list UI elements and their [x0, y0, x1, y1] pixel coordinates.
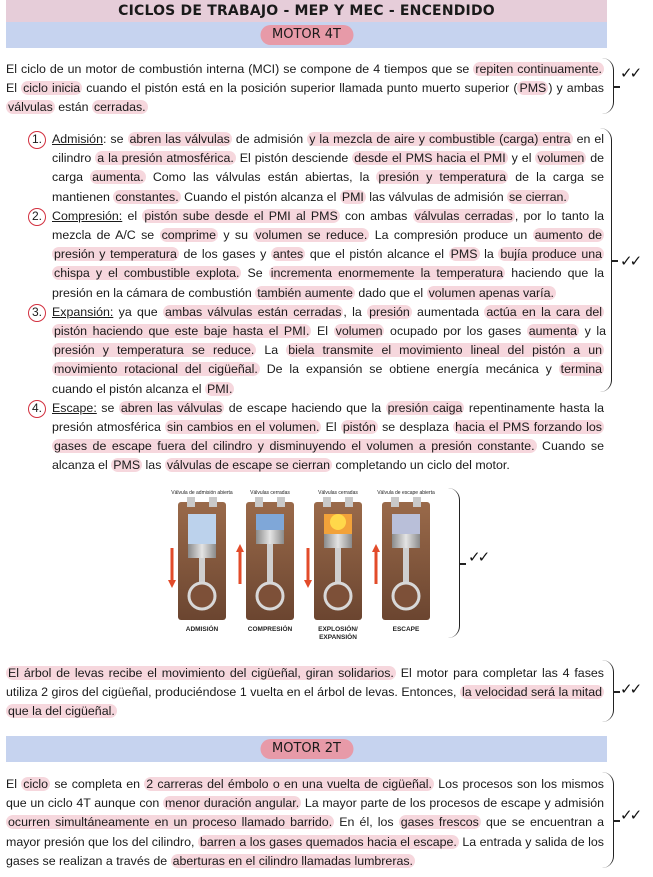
step-term: Compresión: — [52, 208, 123, 223]
section-header-2t — [6, 736, 607, 762]
section-label-4t: MOTOR 4T — [260, 25, 353, 45]
highlighted-text: 2 carreras del émbolo o en una vuelta de cigüeñal. — [146, 777, 432, 791]
body-text: se — [96, 400, 119, 415]
check-mark-icon: ✓✓ — [468, 548, 488, 566]
engine-stage-exhaust — [372, 497, 430, 620]
highlighted-text: válvulas de escape se cierran — [166, 458, 331, 473]
check-mark-icon: ✓✓ — [620, 680, 640, 698]
body-text: ) y ambas — [548, 81, 604, 96]
body-text: , la — [343, 304, 368, 319]
body-text: De la expansión se obtiene energía mecánica y — [259, 362, 559, 377]
brace-2t — [600, 772, 614, 868]
highlighted-text: repiten continuamente. — [475, 62, 602, 76]
body-text: dado que el — [354, 285, 427, 300]
step-text — [52, 305, 606, 396]
highlighted-text: hacia el PMS forzando los gases de escape fuera del cilindro y disminuyendo el volumen a presión constante. — [54, 420, 602, 454]
check-mark-icon: ✓✓ — [620, 64, 640, 82]
body-text: El — [321, 420, 341, 435]
body-text: El — [6, 777, 22, 791]
brace-figure — [446, 488, 460, 638]
body-text: Cuando se alcanza el — [52, 439, 604, 473]
page-title: CICLOS DE TRABAJO - MEP Y MEC - ENCENDIDO — [6, 0, 607, 22]
highlighted-text: ocurren simultáneamente en un proceso llamado barrido. — [8, 815, 333, 830]
step-text — [52, 209, 604, 300]
body-text: de la carga se mantienen — [52, 170, 605, 204]
body-text: La — [256, 343, 287, 358]
highlighted-text: incrementa enormemente la temperatura — [270, 266, 504, 281]
valve-label: Válvula de escape abierta — [377, 490, 435, 496]
highlighted-text: presión y temperatura se reduce. — [54, 343, 255, 358]
highlighted-text: ciclo — [23, 777, 49, 791]
highlighted-text: volumen se reduce. — [255, 228, 368, 243]
highlighted-text: termina — [560, 362, 602, 377]
highlighted-text: ciclo inicia — [23, 81, 81, 96]
step-text — [52, 132, 604, 204]
step-number-circle: 4. — [28, 400, 46, 418]
body-text: El — [6, 81, 22, 96]
body-text: ya que — [113, 304, 163, 319]
body-text: completando un ciclo del motor. — [332, 458, 510, 473]
body-text: de carga — [52, 151, 605, 185]
highlighted-text: abren las válvulas — [120, 400, 223, 415]
highlighted-text: a la presión atmosférica. — [97, 151, 234, 166]
strokes-list — [28, 130, 607, 476]
highlighted-text: y la mezcla de aire y combustible (carga) entra — [309, 132, 571, 146]
intro-paragraph — [6, 60, 604, 118]
body-text: En él, los — [334, 815, 399, 830]
brace-intro — [600, 58, 614, 114]
list-item-expansion — [28, 303, 607, 399]
highlighted-text: PMI. — [206, 381, 233, 396]
body-text: haciendo que la presión en la cámara de combustión — [52, 266, 604, 300]
stroke-label: ESCAPE — [392, 626, 420, 633]
highlighted-text: desde el PMS hacia el PMI — [354, 151, 506, 166]
body-text: Cuando el pistón alcanza el — [180, 189, 340, 204]
engine-stage-explosion — [304, 497, 362, 620]
highlighted-text: volumen apenas varía. — [428, 285, 554, 300]
highlighted-text: PMS — [113, 458, 141, 473]
highlighted-text: válvulas cerradas — [414, 208, 513, 223]
body-text: La compresión produce un — [369, 228, 533, 243]
highlighted-text: sin cambios en el volumen. — [167, 420, 320, 435]
check-mark-icon: ✓✓ — [620, 252, 640, 270]
body-text: aumentada — [411, 304, 485, 319]
highlighted-text: la velocidad será la mitad que la del cigüeñal. — [8, 685, 603, 719]
highlighted-text: gases frescos — [400, 815, 479, 830]
highlighted-text: menor duración angular. — [165, 796, 300, 811]
highlighted-text: cerradas. — [93, 100, 146, 115]
valve-label: Válvulas cerradas — [318, 490, 358, 496]
body-text: la — [479, 247, 499, 262]
body-text: : se — [102, 132, 128, 146]
engine-stage-intake — [168, 497, 226, 620]
body-text: El ciclo de un motor de combustión interna (MCI) se compone de 4 tiempos que se — [6, 62, 474, 76]
body-text: en el cilindro — [52, 132, 605, 166]
body-text: de los gases y — [178, 247, 271, 262]
brace-strokes — [598, 128, 612, 392]
highlighted-text: pistón — [342, 420, 376, 435]
list-item-compresion — [28, 207, 604, 303]
step-term: Admisión — [52, 132, 103, 146]
highlighted-text: aumenta — [528, 324, 577, 339]
body-text: y su — [217, 228, 254, 243]
section-label-2t: MOTOR 2T — [260, 739, 353, 759]
four-stroke-engine-illustration — [168, 488, 438, 644]
highlighted-text: biela transmite el movimiento lineal del pistón a un movimiento rotacional del cigüeñal. — [54, 343, 603, 377]
body-text: Como las válvulas están abiertas, la — [145, 170, 377, 185]
step-number-circle: 2. — [28, 208, 46, 226]
section-header-4t — [6, 22, 607, 48]
body-text: , por lo tanto la mezcla de A/C se — [52, 208, 605, 243]
highlighted-text: antes — [272, 247, 304, 262]
stroke-label: EXPLOSIÓN/ — [318, 626, 358, 633]
highlighted-text: actúa en la cara del pistón haciendo que este baje hasta el PMI. — [54, 304, 602, 339]
step-number-circle: 1. — [28, 131, 46, 149]
body-text: cuando el pistón está en la posición superior llamada punto muerto superior ( — [82, 81, 518, 96]
valve-label: Válvula de admisión abierta — [171, 490, 233, 496]
list-item-admision — [28, 130, 604, 207]
highlighted-text: abren las válvulas — [129, 132, 230, 146]
highlighted-text: volumen — [335, 324, 383, 339]
body-text: cuando el pistón alcanza el — [52, 381, 205, 396]
highlighted-text: pistón sube desde el PMI al PMS — [144, 208, 338, 223]
body-text: y la — [579, 324, 607, 339]
step-term: Escape: — [52, 400, 97, 415]
body-text: El pistón desciende — [235, 151, 353, 166]
body-text: el — [122, 208, 143, 223]
body-text: de admisión — [231, 132, 308, 146]
body-text: están — [54, 100, 92, 115]
stroke-label: COMPRESIÓN — [247, 626, 293, 633]
highlighted-text: aberturas en el cilindro llamadas lumbreras. — [172, 853, 413, 868]
body-text: ocupado por los gases — [384, 324, 527, 339]
highlighted-text: presión — [369, 304, 410, 319]
highlighted-text: aumento de presión y temperatura — [54, 228, 602, 262]
body-text: que el pistón alcance el — [305, 247, 449, 262]
highlighted-text: se cierran. — [509, 189, 567, 204]
highlighted-text: comprime — [161, 228, 216, 243]
highlighted-text: barren a los gases quemados hacia el escape. — [199, 834, 457, 849]
highlighted-text: constantes. — [115, 189, 179, 204]
brace-camshaft — [600, 660, 614, 722]
step-text — [52, 401, 604, 473]
body-text: con ambas — [339, 208, 413, 223]
body-text: las — [142, 458, 165, 473]
engine-stage-compression — [236, 497, 294, 620]
body-text: repentinamente hasta la presión atmosférica — [52, 400, 604, 435]
highlighted-text: aumenta. — [92, 170, 144, 185]
stroke-label: EXPANSIÓN — [319, 634, 357, 641]
body-text: las válvulas de admisión — [365, 189, 508, 204]
camshaft-paragraph — [6, 664, 604, 722]
highlighted-text: presión y temperatura — [378, 170, 507, 185]
stroke-label: ADMISIÓN — [185, 626, 219, 633]
body-text: Los procesos son los mismos que un ciclo 4T aunque con — [6, 777, 604, 811]
body-text: que se encuentran a mayor presión que los del cilindro, — [6, 815, 604, 849]
list-item-escape — [28, 399, 604, 476]
body-text: Se — [241, 266, 269, 281]
highlighted-text: PMS — [519, 81, 547, 96]
highlighted-text: El árbol de levas recibe el movimiento del cigüeñal, giran solidarios. — [8, 666, 394, 680]
body-text: de escape haciendo que la — [224, 400, 386, 415]
body-text: El motor para completar las 4 fases utiliza 2 giros del cigüeñal, produciéndose 1 vuelta en el árbol de levas. Entonces, — [6, 666, 604, 700]
check-mark-icon: ✓✓ — [620, 806, 640, 824]
highlighted-text: volumen — [537, 151, 585, 166]
highlighted-text: válvulas — [8, 100, 53, 115]
step-term: Expansión: — [52, 304, 114, 319]
body-text: La mayor parte de los procesos de escape y admisión — [301, 796, 604, 811]
body-text: y el — [507, 151, 536, 166]
valve-label: Válvulas cerradas — [250, 490, 290, 496]
step-number-circle: 3. — [28, 304, 46, 322]
body-text: se desplaza — [377, 420, 454, 435]
highlighted-text: también aumente — [257, 285, 353, 300]
two-stroke-paragraph — [6, 775, 604, 871]
highlighted-text: presión caiga — [387, 400, 463, 415]
highlighted-text: PMI — [341, 189, 364, 204]
body-text: se completa en — [50, 777, 145, 791]
highlighted-text: bujía produce una chispa y el combustible explota. — [54, 247, 602, 281]
body-text: La entrada y salida de los gases se realizan a través de — [6, 834, 604, 868]
body-text: El — [311, 324, 334, 339]
highlighted-text: ambas válvulas están cerradas — [165, 304, 342, 319]
highlighted-text: PMS — [450, 247, 478, 262]
